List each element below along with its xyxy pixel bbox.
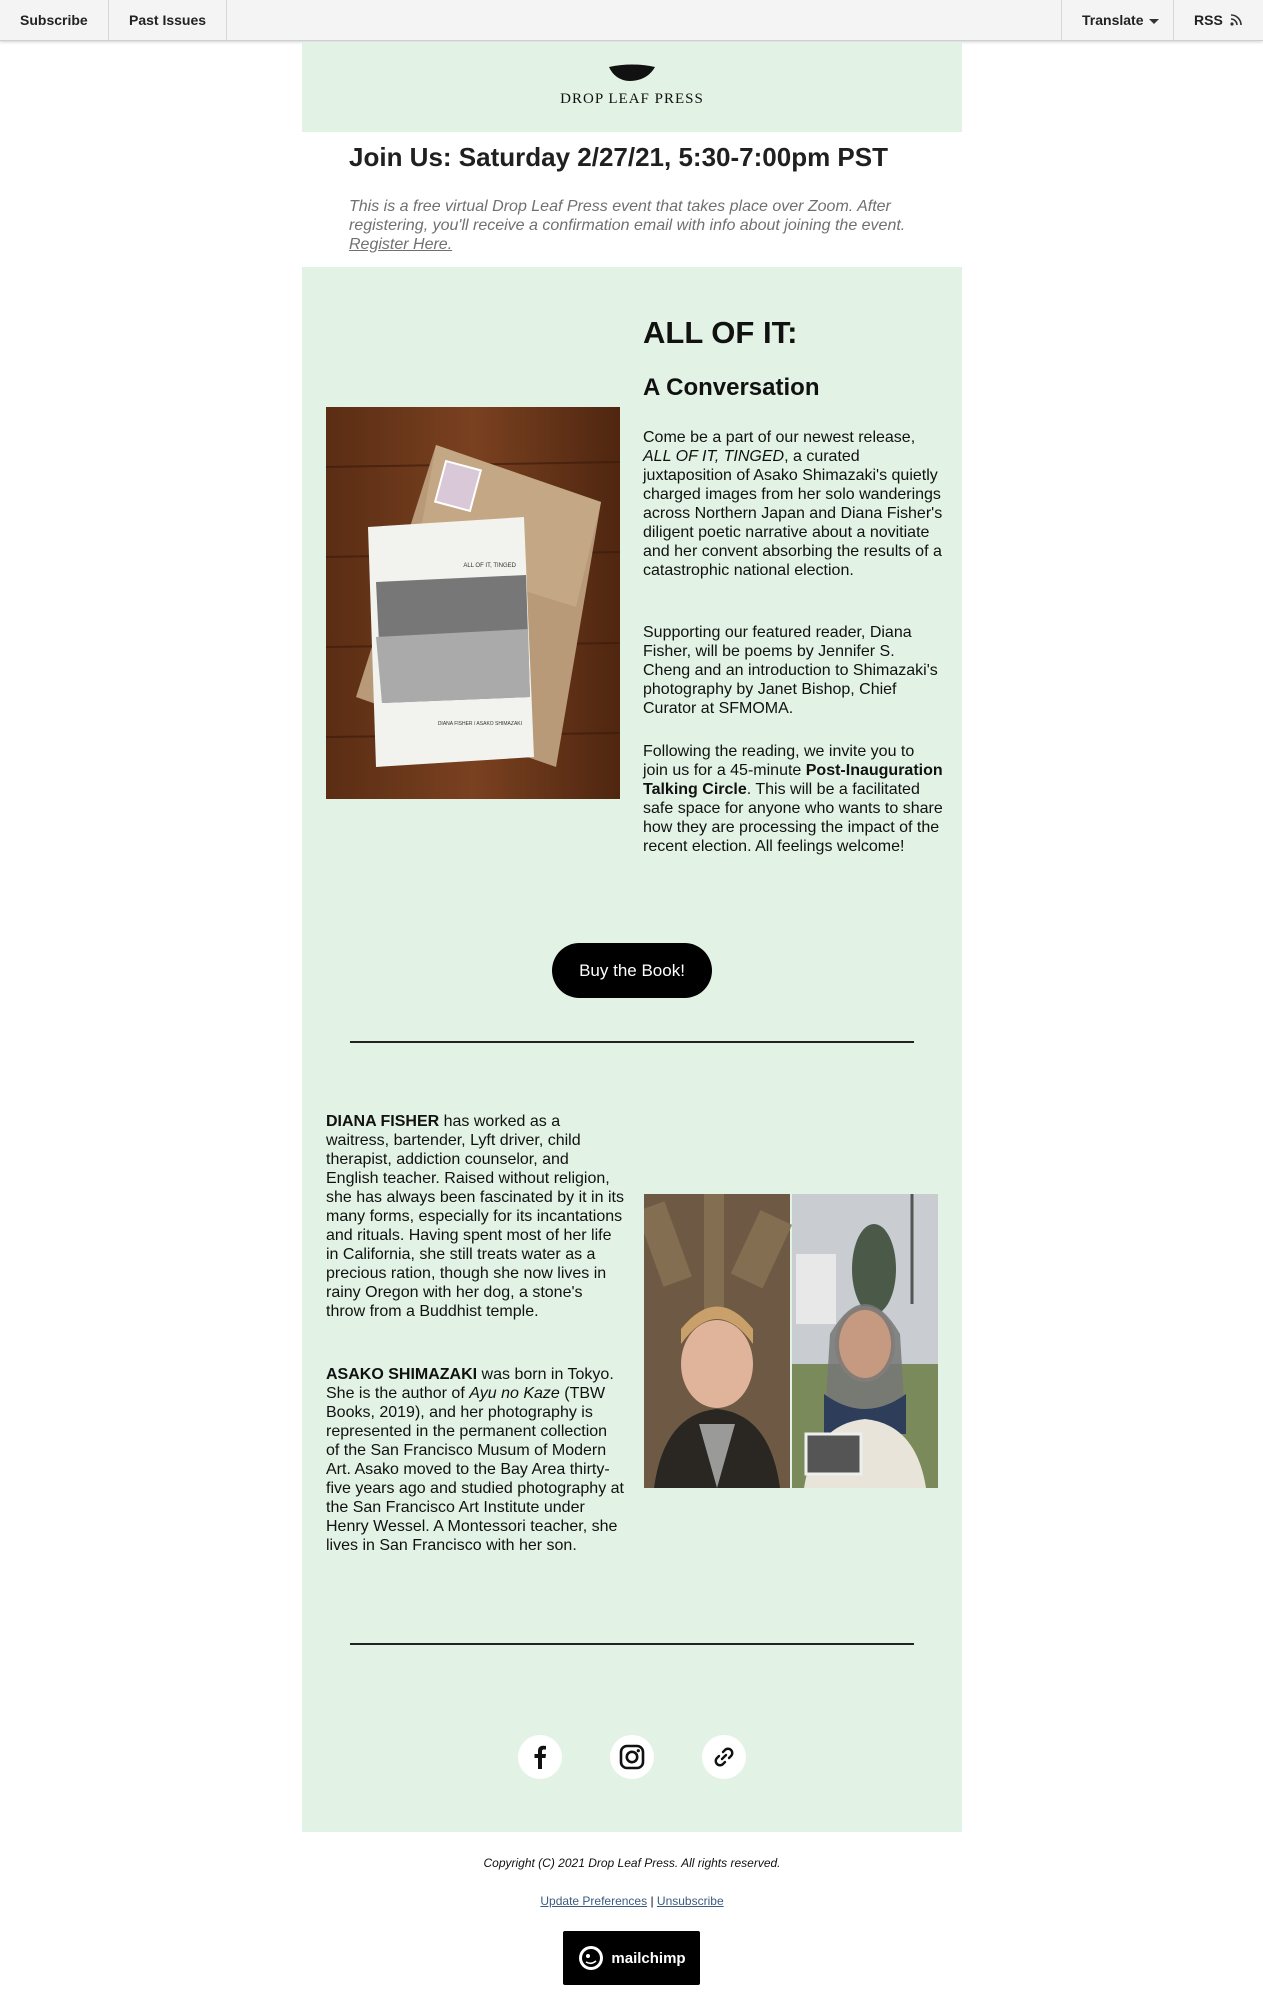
copyright-text: Copyright (C) 2021 Drop Leaf Press. All rights reserved.: [483, 1856, 781, 1870]
book-photo: [326, 407, 620, 799]
unsubscribe-link[interactable]: Unsubscribe: [656, 1894, 724, 1908]
website-link-button[interactable]: [702, 1735, 746, 1779]
facebook-button[interactable]: [518, 1735, 562, 1779]
feature-paragraph-1: [643, 428, 943, 580]
shimazaki-name: ASAKO SHIMAZAKI: [326, 1366, 478, 1383]
feature-subtitle: A Conversation: [643, 374, 820, 401]
mailchimp-label: mailchimp: [611, 1949, 686, 1967]
shimazaki-text2: (TBW Books, 2019), and her photography is represented in the permanent collection of the San Francisco Musum of Modern Art. Asako moved to the Bay Area thirty-five years ago and studied photography at the San Francisco Art Institute under Henry Wessel. A Montessori teacher, she lives in San Francisco with her son.: [326, 1385, 624, 1554]
shimazaki-italic: Ayu no Kaze: [469, 1385, 560, 1402]
rss-label: RSS: [1194, 12, 1223, 28]
mailchimp-badge[interactable]: [563, 1931, 700, 1985]
rss-icon: [1230, 14, 1242, 26]
feature-paragraph-3: [643, 742, 943, 856]
translate-dropdown[interactable]: [1061, 0, 1179, 40]
footer-separator: |: [650, 1894, 654, 1908]
translate-label: Translate: [1082, 12, 1144, 28]
fisher-bio: [326, 1112, 624, 1321]
header-logo-block: [302, 42, 962, 132]
divider: [350, 1643, 914, 1645]
facebook-icon: [533, 1745, 547, 1769]
para3-prefix: Following the reading, we invite you to join us for a 45-minute: [643, 743, 915, 779]
author-photos: [644, 1194, 938, 1488]
past-issues-link[interactable]: Past Issues: [109, 0, 227, 40]
event-title: Join Us: Saturday 2/27/21, 5:30-7:00pm PST: [349, 142, 888, 172]
feature-paragraph-2: Supporting our featured reader, Diana Fisher, will be poems by Jennifer S. Cheng and an introduction to Shimazaki's photography by Janet Bishop, Chief Curator at SFMOMA.: [643, 624, 938, 717]
para3-suffix: . This will be a facilitated safe space for anyone who wants to share how they are processing the impact of the recent election. All feelings welcome!: [643, 781, 943, 855]
feature-title: ALL OF IT:: [643, 315, 798, 350]
para1-suffix: , a curated juxtaposition of Asako Shimazaki's quietly charged images from her solo wanderings across Northern Japan and Diana Fisher's diligent poetic narrative about a novitiate and her convent absorbing the results of a catastrophic national election.: [643, 448, 943, 579]
para1-italic: ALL OF IT, TINGED: [643, 448, 785, 465]
chevron-down-icon: [1149, 19, 1159, 24]
para1-prefix: Come be a part of our newest release,: [643, 429, 916, 446]
rss-link[interactable]: [1173, 0, 1262, 40]
fisher-name: DIANA FISHER: [326, 1113, 440, 1130]
buy-book-button[interactable]: Buy the Book!: [552, 943, 712, 998]
mailchimp-logo-icon: [577, 1944, 605, 1972]
book-cover-authors: DIANA FISHER / ASAKO SHIMAZAKI: [437, 721, 522, 727]
fisher-text: has worked as a waitress, bartender, Lyft driver, child therapist, addiction counselor, and English teacher. Raised without religion, she has always been fascinated by it in its many forms, especially for its incantations and rituals. Having spent most of her life in California, she still treats water as a precious ration, though she now lives in rainy Oregon with her dog, a stone's throw from a Buddhist temple.: [326, 1113, 624, 1320]
top-nav-bar: [0, 0, 1263, 41]
book-cover-title: ALL OF IT, TINGED: [463, 563, 516, 569]
update-preferences-link[interactable]: Update Preferences: [540, 1894, 648, 1908]
para3-bold: Post-Inauguration Talking Circle: [643, 762, 943, 798]
instagram-button[interactable]: [610, 1735, 654, 1779]
event-note: [349, 197, 939, 254]
register-link[interactable]: Register Here.: [349, 236, 453, 253]
divider: [350, 1041, 914, 1043]
event-note-text: This is a free virtual Drop Leaf Press event that takes place over Zoom. After registering, you'll receive a confirmation email with info about joining the event.: [349, 198, 906, 234]
instagram-icon: [619, 1744, 645, 1770]
shimazaki-text1: was born in Tokyo. She is the author of: [326, 1366, 614, 1402]
drop-leaf-logo-icon: [607, 63, 657, 85]
link-icon: [712, 1745, 736, 1769]
logo-text: DROP LEAF PRESS: [560, 91, 704, 107]
footer-links: [302, 1894, 962, 1908]
shimazaki-bio: [326, 1365, 624, 1555]
subscribe-link[interactable]: Subscribe: [0, 0, 109, 40]
